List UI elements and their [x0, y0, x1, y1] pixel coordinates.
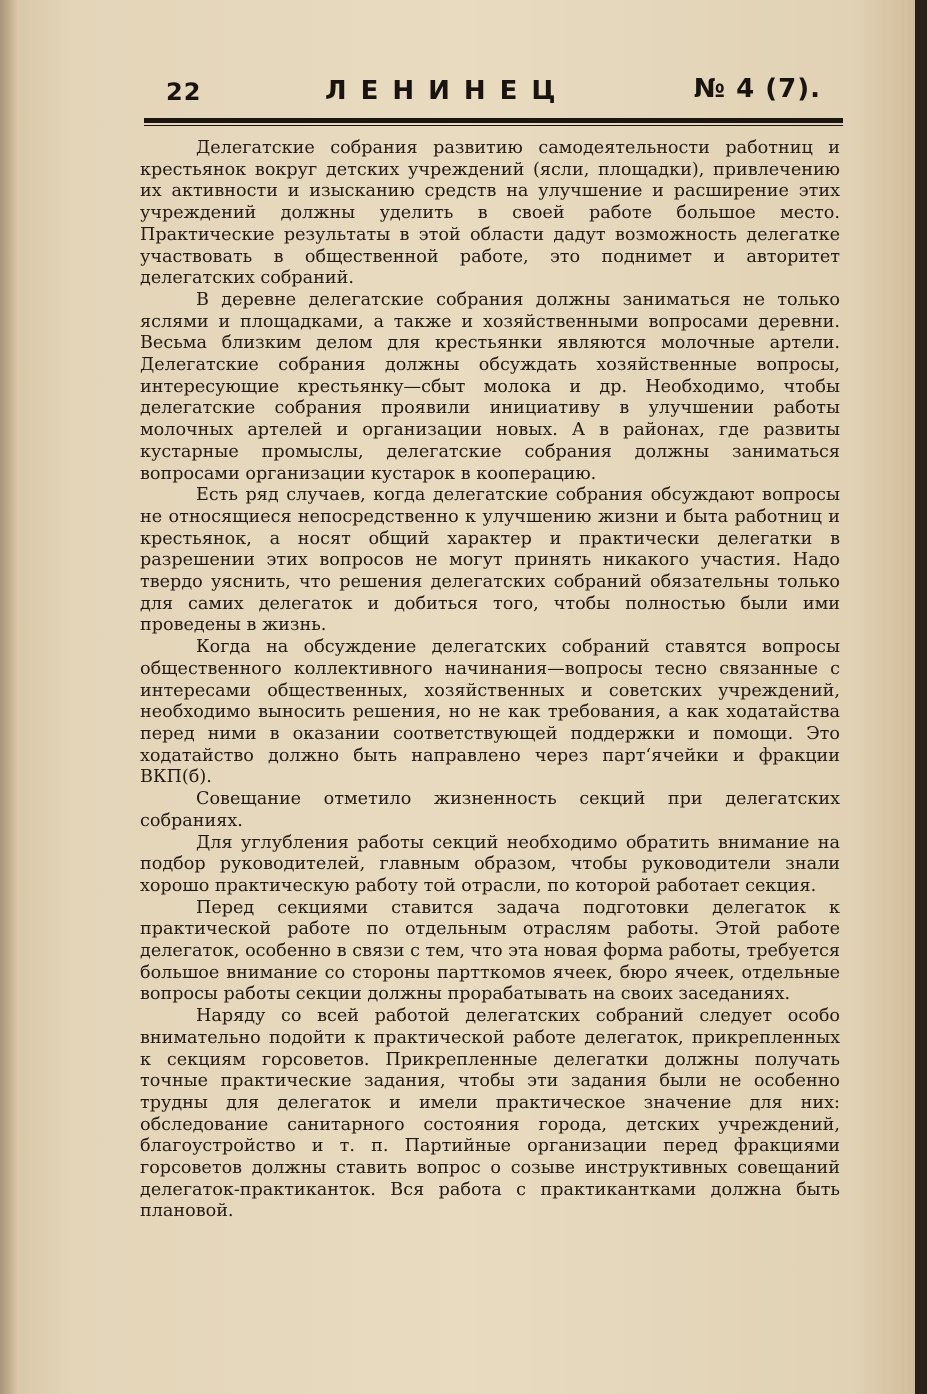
paragraph: Для углубления работы секций необходимо обратить внимание на подбор руководителей, главным образом, чтобы руководители знали хорошо практическую работу той отрасли, по которой работает секция. [140, 832, 840, 896]
paragraph: Перед секциями ставится задача подготовки делегаток к практической работе по отдельным отраслям работы. Этой работе делегаток, особенно в связи с тем, что эта новая форма работы, требуется большое внимание со стороны партткомов ячеек, бюро ячеек, отдельные вопросы работы секции должны прорабатывать на своих заседаниях. [140, 897, 840, 1005]
paragraph: Совещание отметило жизненность секций при делегатских собраниях. [140, 789, 840, 831]
paragraph: Есть ряд случаев, когда делегатские собрания обсуждают вопросы не относящиеся непосредственно к улучшению жизни и быта работниц и крестьянок, а носят общий характер и практически делегатки в разрешении этих вопросов не могут принять никакого участия. Надо твердо уяснить, что решения делегатских собраний обязательны только для самих делегаток и добиться того, чтобы полностью были ими проведены в жизнь. [140, 485, 840, 636]
article-body [140, 138, 840, 1223]
page-number: 22 [166, 78, 202, 106]
issue-number: № 4 (7). [693, 74, 821, 104]
page-edge [915, 0, 927, 1394]
paragraph: Наряду со всей работой делегатских собраний следует особо внимательно подойти к практической работе делегаток, прикрепленных к секциям горсоветов. Прикрепленные делегатки должны получать точные практические задания, чтобы эти задания были не особенно трудны для делегаток и имели практическое значение для них: обследование санитарного состояния города, детских учреждений, благоустройство и т. п. Партийные организации перед фракциями горсоветов должны ставить вопрос о созыве инструктивных совещаний делегаток-практиканток. Вся работа с практикантками должна быть плановой. [140, 1006, 840, 1222]
paragraph: Когда на обсуждение делегатских собраний ставятся вопросы общественного коллективного начинания—вопросы тесно связанные с интересами общественных, хозяйственных и советских учреждений, необходимо выносить решения, но не как требования, а как ходатайства перед ними в оказании соответствующей поддержки и помощи. Это ходатайство должно быть направлено через парт‘ячейки и фракции ВКП(б). [140, 637, 840, 788]
page-header [160, 70, 827, 110]
header-rule-thick [144, 118, 843, 123]
paragraph: В деревне делегатские собрания должны заниматься не только яслями и площадками, а также и хозяйственными вопросами деревни. Весьма близким делом для крестьянки являются молочные артели. Делегатские собрания должны обсуждать хозяйственные вопросы, интересующие крестьянку—сбыт молока и др. Необходимо, чтобы делегатские собрания проявили инициативу в улучшении работы молочных артелей и организации новых. А в районах, где развиты кустарные промыслы, делегатские собрания должны заниматься вопросами организации кустарок в кооперацию. [140, 289, 840, 484]
journal-title: ЛЕНИНЕЦ [325, 76, 570, 106]
header-rule-thin [144, 125, 843, 126]
page-gutter-shadow [0, 0, 18, 1394]
paragraph: Делегатские собрания развитию самодеятельности работниц и крестьянок вокруг детских учреждений (ясли, площадки), привлечению их активности и изысканию средств на улучшение и расширение этих учреждений должны уделить в своей работе большое место. Практические результаты в этой области дадут возможность делегатке участвовать в общественной работе, это поднимет и авторитет делегатских собраний. [140, 138, 840, 289]
